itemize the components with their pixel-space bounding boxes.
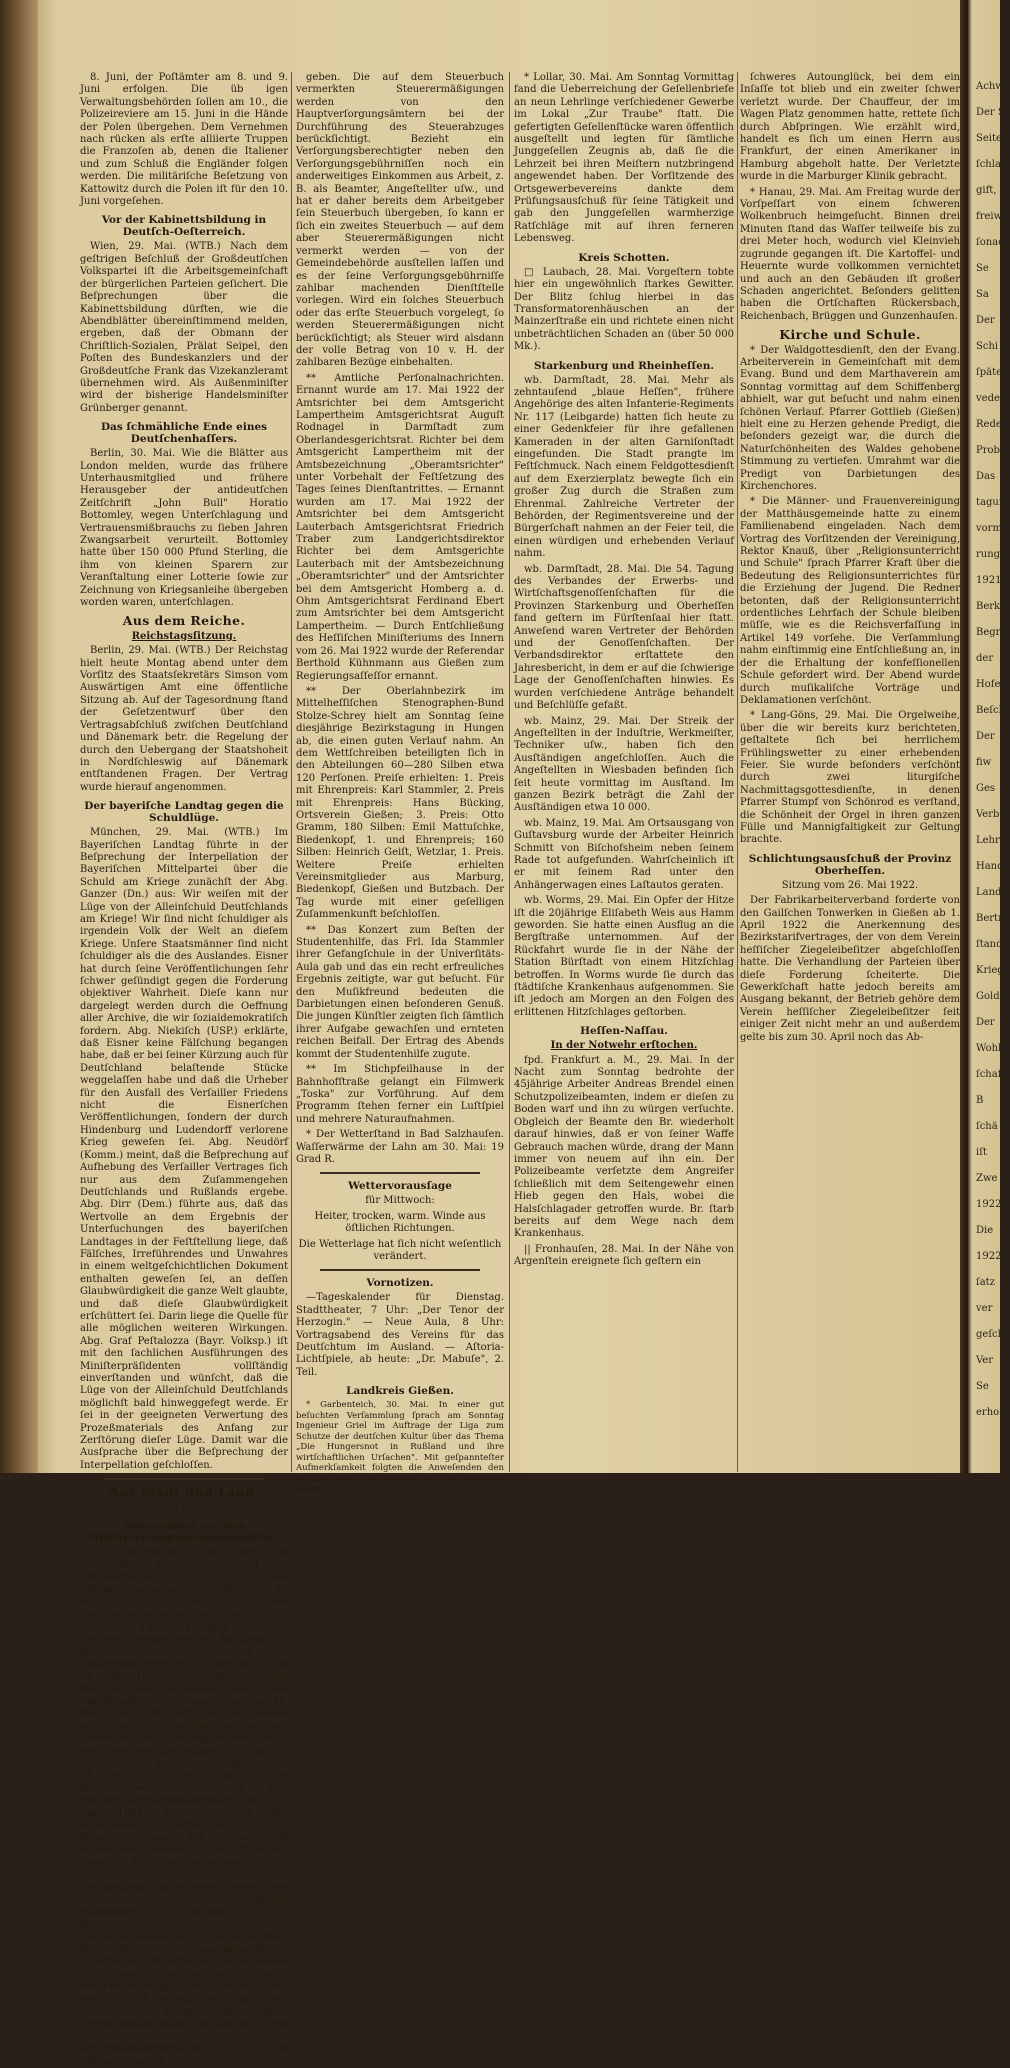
next-page-fragment: Ver xyxy=(976,1355,994,1366)
next-page-fragment: B xyxy=(976,1095,984,1106)
next-page-fragment: iſt xyxy=(976,1147,987,1158)
article-wasserstand-text: * Der Wetterſtand in Bad Salzhauſen. Waſſerwärme der Lahn am 30. Mai: 19 Grad R. xyxy=(296,1129,504,1165)
column-1 xyxy=(80,72,288,2067)
column-2 xyxy=(296,72,504,1495)
article-garbenteich-text: * Garbenteich, 30. Mai. In einer gut beſuchten Verſammlung ſprach am Sonntag Ingenieur Griel im Auftrage der Liga zum Schutze der deutſchen Kultur über das Thema „Die Hungersnot in Rußland und ihre wirtſchaftlichen Urſachen". Mit geſpannteſter Aufmerkſamkeit folgten die Anweſenden den Ausführungen des Redners, die ſehr lehrreich waren. xyxy=(296,1400,504,1495)
article-reichstag-text: Berlin, 29. Mai. (WTB.) Der Reichstag hielt heute Montag abend unter dem Vorſitz des Staatsſekretärs Simson vom Auswärtigen Amt eine öffentliche Sitzung ab. Auf der Tagesordnung ſtand der Geſetzentwurf über den Vertragsabſchluß zwiſchen Deutſchland und Dänemark betr. die Regelung der durch den Uebergang der Staatshoheit in Nordſchleswig auf Dänemark entſtandenen Fragen. Der Vertrag wurde hierauf angenommen. xyxy=(80,645,288,793)
column-rule xyxy=(737,72,738,1472)
next-page-fragment: Landw xyxy=(976,887,1010,898)
next-page-fragment: Seite xyxy=(976,133,1002,144)
next-page-fragment: geſch xyxy=(976,1329,1005,1340)
dateline-giessen: Gießen, den 30. Mai 1922. xyxy=(116,1501,252,1513)
next-page-fragment: Sa xyxy=(976,289,989,300)
headline-steuerabzug: Steuerabzug von den Militärverſorgungsgebührniſſen. xyxy=(87,1520,281,1545)
book-binding-left xyxy=(0,0,38,1473)
article-fronhausen-text: || Fronhauſen, 28. Mai. In der Nähe von Argenſtein ereignete ſich geſtern ein xyxy=(514,1243,734,1268)
article-lang-goens-text: * Lang-Göns, 29. Mai. Die Orgelweihe, über die wir bereits kurz berichteten, geſtaltete ſich bei herrlichem Frühlingswetter zu einer erhebenden Feier. Sie wurde beſonders verſchönt durch zwei liturgiſche Nachmittagsgottesdienſte, in denen Pfarrer Stumpf von Schönrod es verſtand, die Schönheit der Orgel in ihren ganzen Fülle und Mannigfaltigkeit zur Geltung brachte. xyxy=(740,710,960,846)
next-page-fragment: 1922 xyxy=(976,1199,1002,1210)
headline-wettervoraussage: Wettervorausſage xyxy=(348,1180,452,1193)
section-divider xyxy=(320,1172,480,1174)
next-page-fragment: Der xyxy=(976,731,995,742)
headline-hessen-nassau: Heſſen-Naſſau. xyxy=(580,1025,668,1038)
next-page-fragment: Verb xyxy=(976,809,1000,820)
wetter-lage-text: Die Wetterlage hat ſich nicht weſentlich verändert. xyxy=(298,1238,502,1262)
next-page-fragment: ſchaft xyxy=(976,1069,1006,1080)
article-darmstadt-regiment-text: wb. Darmſtadt, 28. Mai. Mehr als zehntauſend „blaue Heſſen", frühere Angehörige des alten Infanterie-Regiments Nr. 117 (Leibgarde) hatten ſich heute zu einer Gedenkfeier für ihre gefallenen Kameraden in der alten Garniſonſtadt eingefunden. Die Stadt prangte im Feſtſchmuck. Nach einem Feldgottesdienſt auf dem Exerzierplatz bewegte ſich ein großer Zug durch die Straßen zum Ehrenmal. Zahlreiche Vertreter der Behörden, der Regimentsvereine und der Bürgerſchaft nahmen an der Feier teil, die einen würdigen und erhebenden Verlauf nahm. xyxy=(514,374,734,560)
article-landtag-text: München, 29. Mai. (WTB.) Im Bayeriſchen Landtag führte in der Beſprechung der Interpellation der Bayeriſchen Mittelpartei über die Schuld am Kriege zunächſt der Abg. Ganzer (Dn.) aus: Wir weiſen mit der Lüge von der Alleinſchuld Deutſchlands am Kriege! Wir ſind nicht ſchuldiger als irgendein Volk der Welt an dieſem Kriege. Unſere Staatsmänner ſind nicht ſchuldiger als die des Auslandes. Eisner hat durch ſeine Veröffentlichungen ſehr ſchwer geſündigt gegen die Forderung objektiver Wahrheit. Dieſe kann nur dargelegt werden durch die Oeffnung aller Archive, die wir ſozialdemokratiſch fordern. Abg. Niekiſch (USP.) erklärte, daß Eisner keine Fälſchung begangen habe, daß er bei ſeiner Kürzung auch für Deutſchland belaſtende Stücke weggelaſſen habe und daß die Urheber für den Ausfall des Verſailler Friedens nicht die Eisnerſchen Veröffentlichungen, ſondern der durch Hindenburg und Ludendorff verlorene Krieg geweſen ſei. Abg. Neudörf (Komm.) meint, daß die Beſprechung auf Aufhebung des Verſailler Vertrages ſich nur aus dem Zuſammengehen Deutſchlands und Rußlands ergebe. Abg. Dirr (Dem.) führte aus, daß das Wertvolle an dem Ergebnis der Unterſuchungen des bayeriſchen Landtages in der Feſtſtellung liege, daß Fälſches, Irreführendes und Unwahres in einem weltgeſchichtlichen Dokument enthalten geweſen ſei, an deſſen Glaubwürdigkeit die ganze Welt glaubte, und daß dieſe Glaubwürdigkeit erſchüttert ſei. Darin liege die Quelle für alle möglichen weiteren Wirkungen. Abg. Graf Peſtalozza (Bayr. Volksp.) iſt mit den ſachlichen Ausführungen des Miniſterpräſidenten vollſtändig einverſtanden und wünſcht, daß die Lüge von der Alleinſchuld Deutſchlands möglichſt bald hinweggefegt werde. Er ſei in der geeigneten Verwertung des Prozeßmaterials des Anfang zur Zerſtörung dieſer Lüge. Damit war die Ausſprache über die Beſprechung der Interpellation geſchloſſen. xyxy=(80,827,288,1471)
article-autounglueck-text: ſchweres Autounglück, bei dem ein Inſaſſe tot blieb und ein zweiter ſchwer verletzt wurde. Der Chauffeur, der im Wagen Platz genommen hatte, rettete ſich durch Abſpringen. Wie erzählt wird, handelt es ſich um einen Herrn aus Frankfurt, der einen Amerikaner in Hamburg abgeholt hatte. Der Verletzte wurde in die Marburger Klinik gebracht. xyxy=(740,72,960,183)
headline-deutschenhasser: Das ſchmähliche Ende eines Deutſchenhaſſers. xyxy=(100,421,268,446)
next-page-fragment: freiwi xyxy=(976,211,1006,222)
next-page-fragment: Schi xyxy=(976,341,999,352)
next-page-fragment: Gold xyxy=(976,991,1000,1002)
section-heading-stadt-land: Aus Stadt und Land. xyxy=(109,1484,259,1500)
subheading-reichstagssitzung: Reichstagsſitzung. xyxy=(131,630,237,642)
next-page-fragment: erho xyxy=(976,1407,1000,1418)
article-kattowitz-text: 8. Juni, der Poſtämter am 8. und 9. Juni erfolgen. Die üb igen Verwaltungsbehörden ſollen am 10., die Polizeireviere am 15. Juni in die Hände der Polen übergehen. Dem Vernehmen nach rücken als erſte alliierte Truppen die Franzoſen ab, denen die Italiener und zum Schluß die Engländer folgen werden. Die militäriſche Beſetzung von Kattowitz durch die Polen iſt für den 10. Juni vorgeſehen. xyxy=(80,72,288,208)
wetter-subheading: für Mittwoch: xyxy=(365,1195,435,1207)
next-page-fragment: ſchlag xyxy=(976,159,1008,170)
next-page-edge xyxy=(960,0,1010,1473)
article-stenographen-text: ** Der Oberlahnbezirk im Mittelheſſiſchen Stenographen-Bund Stolze-Schrey hielt am Sonntag ſeine diesjährige Bezirkstagung in Hungen ab, die einen guten Verlauf nahm. An dem Wettſchreiben beteiligten ſich in den Abteilungen 60—280 Silben etwa 120 Perſonen. Preiſe erhielten: 1. Preis mit Ehrenpreis: Karl Stammler, 2. Preis mit Ehrenpreis: Hans Bücking, Ortsverein Gießen; 3. Preis: Otto Gramm, 180 Silben: Emil Mattuſchke, Biedenkopf, 1. und Ehrenpreis; 160 Silben: Heinrich Geiſt, Wetzlar, 1. Preis. Weitere Preiſe erhielten Vereinsmitglieder aus Marburg, Biedenkopf, Gießen und Butzbach. Der Tag wurde mit einer geſelligen Zuſammenkunft beſchloſſen. xyxy=(296,685,504,921)
article-hanau-text: * Hanau, 29. Mai. Am Freitag wurde der Vorſpeſſart von einem ſchweren Wolkenbruch heimgeſucht. Binnen drei Minuten ſtand das Waſſer teilweiſe bis zu drei Meter hoch, wodurch viel Kleinvieh zugrunde gegangen iſt. Die Kartoffel- und Heuernte wurde vollkommen vernichtet und auch an den Gebäuden iſt großer Schaden angerichtet. Beſonders gelitten haben die Ortſchaften Rückersbach, Reichenbach, Brüggen und Gunzenhauſen. xyxy=(740,186,960,322)
next-page-fragment: ſonach xyxy=(976,237,1010,248)
next-page-fragment: tagun xyxy=(976,497,1006,508)
newspaper-page xyxy=(38,0,960,2067)
column-4 xyxy=(740,72,960,1472)
article-tageskalender-text: —Tageskalender für Dienstag. Stadttheater, 7 Uhr: „Der Tenor der Herzogin." — Neue Aula, 8 Uhr: Vortragsabend des Vereins für das Deutſchtum im Ausland. — Aſtoria-Lichtſpiele, ab heute: „Dr. Mabuſe", 2. Teil. xyxy=(296,1292,504,1378)
headline-kreis-schotten: Kreis Schotten. xyxy=(578,251,670,264)
next-page-fragment: 1921 xyxy=(976,575,1002,586)
next-page-fragment: Die xyxy=(976,1225,994,1236)
article-mainz-unfall-text: wb. Mainz, 19. Mai. Am Ortsausgang von Guſtavsburg wurde der Arbeiter Heinrich Schmitt von Biſchofsheim neben ſeinem Rade tot aufgefunden. Wahrſcheinlich iſt er mit ſeinem Rad unter den Anhängerwagen eines Laſtautos geraten. xyxy=(514,817,734,891)
article-schlichtung-text: Der Fabrikarbeiterverband forderte von den Gailſchen Tonwerken in Gießen ab 1. April 1922 die Anerkennung des Bezirkstarifvertrages, der von dem Verein heſſiſcher Ziegeleibeſitzer abgeſchloſſen hatte. Die Verhandlung der Parteien über dieſe Forderung ſcheiterte. Die Gewerkſchaft hatte jedoch bereits am Ausgang bekannt, der Betrieb gehöre dem Verein heſſiſcher Ziegeleibeſitzer ſeit einiger Zeit nicht mehr an und außerdem gelte bis zum 30. April noch das Ab- xyxy=(740,895,960,1043)
next-page-fragment: Der S xyxy=(976,107,1005,118)
article-darmstadt-verband-text: wb. Darmſtadt, 28. Mai. Die 54. Tagung des Verbandes der Erwerbs- und Wirtſchaftsgenoſſenſchaften für die Provinzen Starkenburg und Oberheſſen fand geſtern im Fürſtenſaal hier ſtatt. Anweſend waren Vertreter der Behörden und der Genoſſenſchaften. Der Verbandsdirektor erſtattete den Jahresbericht, in dem er auf die ſchwierige Lage der Genoſſenſchaften hinwies. Es wurden verſchiedene Anträge behandelt und Beſchlüſſe gefaßt. xyxy=(514,563,734,712)
column-3 xyxy=(514,72,734,1472)
next-page-fragment: veden xyxy=(976,393,1007,404)
headline-landkreis-giessen: Landkreis Gießen. xyxy=(346,1385,454,1398)
next-page-fragment: Ges xyxy=(976,783,996,794)
next-page-fragment: Wohl xyxy=(976,1043,1002,1054)
next-page-fragment: Begre xyxy=(976,627,1007,638)
next-page-fragment: Bertr xyxy=(976,913,1003,924)
article-mainz-streik-text: wb. Mainz, 29. Mai. Der Streik der Angeſtellten in der Induſtrie, Werkmeiſter, Techniker uſw., haben ſich den Ausſtändigen angeſchloſſen. Auch die Angeſtellten in Wiesbaden befinden ſich ſeit heute vormittag im Ausſtand. Im ganzen Bezirk beträgt die Zahl der Ausſtändigen etwa 10 000. xyxy=(514,715,734,814)
article-steuerbuch-text: geben. Die auf dem Steuerbuch vermerkten Steuerermäßigungen werden von den Hauptverſorgungsämtern bei der Durchführung des Steuerabzuges berückſichtigt. Bezieht ein Verſorgungsberechtigter neben den Verſorgungsgebührniſſen noch ein anderweitiges Einkommen aus Arbeit, z. B. als Beamter, Angeſtellter uſw., und hat er daher bereits dem Arbeitgeber ſein Steuerbuch übergeben, ſo kann er ſich ein zweites Steuerbuch — auf dem aber Steuerermäßigungen nicht vermerkt werden — von der Gemeindebehörde ausſtellen laſſen und es der ſeine Verſorgungsgebührniſſe zahlbar machenden Dienſtſtelle vorlegen. Wird ein ſolches Steuerbuch oder das erſte Steuerbuch vorgelegt, ſo werden Steuerermäßigungen nicht berückſichtigt; als Steuer wird alsdann der volle Betrag von 10 v. H. der zahlbaren Bezüge einbehalten. xyxy=(296,72,504,369)
article-konzert-text: ** Das Konzert zum Beſten der Studentenhilfe, das Frl. Ida Stammler ihrer Gefangſchule in der Univerſitäts-Aula gab und das ein recht erfreuliches Ergebnis zeitigte, war gut beſucht. Für den Muſikfreund bedeuten die Darbietungen einen beſonderen Genuß. Die jungen Künſtler zeigten ſich ſämtlich ihrer Aufgabe gewachſen und ernteten reichen Beifall. Der Ertrag des Abends kommt der Studentenhilfe zugute. xyxy=(296,924,504,1060)
next-page-fragment: ver xyxy=(976,1303,993,1314)
next-page-fragment: Hofer xyxy=(976,679,1006,690)
section-divider xyxy=(320,1269,480,1271)
next-page-fragment: Hand xyxy=(976,861,1004,872)
headline-vornotizen: Vornotizen. xyxy=(366,1277,434,1290)
headline-schlichtungsausschuss: Schlichtungsausſchuß der Provinz Oberheſſen. xyxy=(748,852,952,877)
subheading-notwehr: In der Notwehr erſtochen. xyxy=(550,1040,698,1052)
next-page-fragment: rung xyxy=(976,549,1001,560)
headline-kabinettsbildung: Vor der Kabinettsbildung in Deutſch-Oeſterreich. xyxy=(101,214,267,239)
next-page-fragment: der xyxy=(976,653,994,664)
section-divider xyxy=(104,1478,264,1480)
next-page-fragment: Se xyxy=(976,1381,989,1392)
next-page-fragment: ſpäter xyxy=(976,367,1007,378)
headline-starkenburg: Starkenburg und Rheinheſſen. xyxy=(533,359,715,372)
article-frankfurt-text: fpd. Frankfurt a. M., 29. Mai. In der Nacht zum Sonntag bedrohte der 45jährige Arbeiter Andreas Brendel einen Schutzpolizeibeamten, indem er dieſen zu Boden warf und ihn zu würgen verſuchte. Obgleich der Beamte den Br. wiederholt darauf hinwies, daß er von ſeiner Waffe Gebrauch machen würde, drang der Mann immer von neuem auf ihn ein. Der Polizeibeamte verſetzte dem Angreifer ſchließlich mit dem Seitengewehr einen Hieb gegen den Hals, wobei die Halsſchlagader getroffen wurde. Br. ſtarb bereits auf dem Wege nach dem Krankenhaus. xyxy=(514,1054,734,1240)
section-heading-reiche: Aus dem Reiche. xyxy=(122,613,246,629)
next-page-fragment: Prob xyxy=(976,445,1000,456)
article-lollar-text: * Lollar, 30. Mai. Am Sonntag Vormittag fand die Ueberreichung der Geſellenbriefe an neun Lehrlinge verſchiedener Gewerbe im Lokal „Zur Traube" ſtatt. Die gefertigten Geſellenſtücke waren öffentlich ausgeſtellt und legten für ſämtliche Junggeſellen Zeugnis ab, daß ſie die Lehrzeit bei ihren Meiſtern nutzbringend angewendet haben. Der Vorſitzende des Ortsgewerbevereins dankte dem Prüfungsausſchuß für ſeine Tätigkeit und gab den Junggeſellen warmherzige Ratſchläge mit auf ihren ferneren Lebensweg. xyxy=(514,72,734,245)
next-page-fragment: gift, xyxy=(976,185,997,196)
next-page-fragment: ſatz xyxy=(976,1277,995,1288)
section-heading-kirche-schule: Kirche und Schule. xyxy=(779,327,921,343)
article-personalnachrichten-text: ** Amtliche Perſonalnachrichten. Ernannt wurde am 17. Mai 1922 der Amtsrichter bei dem Amtsgericht Lampertheim Amtsgerichtsrat Auguſt Rodnagel in Darmſtadt zum Oberlandesgerichtsrat. Richter bei dem Amtsgericht Lampertheim mit der Amtsbezeichnung „Oberamtsrichter" unter Vorbehalt der Feſtſetzung des Tages ſeines Dienſtantrittes. — Ernannt wurden am 17. Mai 1922 der Amtsrichter bei dem Amtsgericht Lauterbach Amtsgerichtsrat Friedrich Traber zum Landgerichtsdirektor Richter bei dem Amtsgerichte Lauterbach mit der Amtsbezeichnung „Oberamtsrichter" und der Amtsrichter bei dem Amtsgericht Homberg a. d. Ohm Amtsgerichtsrat Ferdinand Ebert zum Amtsrichter bei dem Amtsgericht Lampertheim. — Durch Entſchließung des Heſſiſchen Miniſteriums des Innern vom 26. Mai 1922 wurde der Referendar Berthold Kühnmann aus Gießen zum Regierungsaſſeſſor ernannt. xyxy=(296,372,504,682)
next-page-fragment: Beſch xyxy=(976,705,1006,716)
next-page-fragment: vorm xyxy=(976,523,1002,534)
next-page-fragment: ſchä xyxy=(976,1121,998,1132)
dateline-sitzung: Sitzung vom 26. Mai 1922. xyxy=(781,879,919,891)
article-matthaeus-text: * Die Männer- und Frauenvereinigung der Matthäusgemeinde hatte zu einem Familienabend eingeladen. Nach dem Vortrag des Vorſitzenden der Vereinigung, Rektor Knauß, über „Religionsunterricht und Schule" ſprach Pfarrer Kraft über die Bedeutung des Religionsunterrichtes für die Erziehung der Jugend. Die Redner betonten, daß der Religionsunterricht ordentliches Lehrfach der Schule bleiben müſſe, wie es die Reichsverfaſſung in Artikel 149 vorſehe. Die Verſammlung nahm einſtimmig eine Entſchließung an, in der die Erhaltung der konfeſſionellen Schule gefordert wird. Der Abend wurde durch muſikaliſche Vorträge und Deklamationen verſchönt. xyxy=(740,496,960,706)
next-page-fragment: Lehrer xyxy=(976,835,1010,846)
next-page-fragment: fiw xyxy=(976,757,992,768)
article-waldgottesdienst-text: * Der Waldgottesdienſt, den der Evang. Arbeiterverein in Gemeinſchaft mit dem Evang. Bund und dem Marthaverein am Sonntag vormittag auf dem Schiffenberg abhielt, war gut beſucht und nahm einen ſchönen Verlauf. Pfarrer Gottlieb (Gießen) hielt eine zu Herzen gehende Predigt, die beſonders gezeigt war, die durch die Naturſchönheiten des Waldes gehobene Stimmung zu vertiefen. Umrahmt war die Predigt von Darbietungen des Kirchenchores. xyxy=(740,344,960,492)
next-page-fragment: ſtande xyxy=(976,939,1009,950)
article-steuerabzug-text: Von zuſtändiger Seite wird uns geſchrieben: Die Durchführung des Steuerabzuges von den Militärverſorgungsgebührniſſen iſt durch Erlaß des Reichsarbeitsminiſteriums vom 10. Februar 1922 geregelt worden. Hiernach werden von der Abzugspflicht gemäß dem Geſetz über die Einkommenſteuer vom Arbeitslohn vom 11. Juli 1921 nicht betroffen: Die Dienſtbeſchädigungsrenten nach dem Mannſchaftsverſorgungsgeſetze vom 31. Mai 1906 und nach den vor dieſem erlaſſenen Militärverſorgungsgeſetzen, ferner die Verſorgungsgebührniſſe nach dem Reichsverſorgungsgeſetz vom 12. Mai 1920 und dem Altrentnergeſetz vom 18. Juli 1921, und ſchließlich die Hinterbliebenenbezüge nach dem Militärhinterbliebenengeſetze vom 17. Mai 1907, abgeſehen von der allgemeinen Verſorgung (nicht Kriegsverſorgung) der Witwen und Waiſen von früheren aktiven Offizieren. Soweit Militärverſorgungsgebührniſſe (Offizierpenſionen uſw.) dem Steuerabzug unterliegen, wird der Abzug von der die Bezüge zahlbar machenden Dienſtſtelle — Hauptverſorgungsamt (Regelungsabteilung) — vorgenommen. Die den Verſorgungsberechtigten zugeſtellten Steuerbücher, die im Januar 1922 eingefügt wurden und aus denen die Ermäßigungen des Steuerabzuges, der 10 v. H. beträgt, erſichtlich ſind, haben die Hauptverſorgungsämter (Regelungsabteilung) anzunehmen und aufzubewahren, ſofern die Verſorgungsberechtigten die Steuerbücher ab- xyxy=(80,1547,288,2067)
next-page-fragment: Se xyxy=(976,263,989,274)
article-kabinettsbildung-text: Wien, 29. Mai. (WTB.) Nach dem geſtrigen Beſchluß der Großdeutſchen Volkspartei iſt die Arbeitsgemeinſchaft der bürgerlichen Parteien geſichert. Die Beſprechungen über die Kabinettsbildung dürften, wie die Abendblätter übereinſtimmend melden, ergeben, daß der Obmann der Chriſtlich-Sozialen, Prälat Seipel, den Poſten des Bundeskanzlers und der Großdeutſche Frank das Vizekanzleramt übernehmen wird. Als Außenminiſter wird der bisherige Handelsminiſter Grünberger genannt. xyxy=(80,241,288,414)
next-page-fragment: Das xyxy=(976,471,996,482)
article-laubach-text: □ Laubach, 28. Mai. Vorgeſtern tobte hier ein ungewöhnlich ſtarkes Gewitter. Der Blitz ſchlug hierbei in das Transformatorenhäuschen an der Mainzerſtraße ein und richtete einen nicht unbeträchtlichen Schaden an (über 50 000 Mk.). xyxy=(514,266,734,353)
next-page-fragment: Krieg xyxy=(976,965,1004,976)
next-page-fragment: Achw xyxy=(976,81,1004,92)
next-page-fragment: Der xyxy=(976,1017,995,1028)
article-deutschenhasser-text: Berlin, 30. Mai. Wie die Blätter aus London melden, wurde das frühere Unterhausmitglied und frühere Herausgeber der antideutſchen Zeitſchrift „John Bull" Horatio Bottomley, wegen Unterſchlagung und Vertrauensmißbrauchs zu ſieben Jahren Zwangsarbeit verurteilt. Bottomley hatte über 150 000 Pfund Sterling, die ihm von kleinen Sparern zur Veranſtaltung einer Lotterie ſowie zur Zeichnung von Kriegsanleihe übergeben worden waren, unterſchlagen. xyxy=(80,448,288,609)
wetter-forecast-text: Heiter, trocken, warm. Winde aus öſtlichen Richtungen. xyxy=(314,1210,486,1235)
column-rule xyxy=(291,72,292,1472)
next-page-fragment: Zwe xyxy=(976,1173,998,1184)
headline-landtag-schuldluege: Der bayeriſche Landtag gegen die Schuldlüge. xyxy=(84,800,284,825)
column-rule xyxy=(509,72,510,1472)
next-page-fragment: Der xyxy=(976,315,995,326)
next-page-fragment: 1922 xyxy=(976,1251,1002,1262)
next-page-fragment: Berkt xyxy=(976,601,1005,612)
next-page-fragment: Rede xyxy=(976,419,1002,430)
article-worms-text: wb. Worms, 29. Mai. Ein Opfer der Hitze iſt die 20jährige Eliſabeth Weis aus Hamm geworden. Sie hatte einen Ausflug an die Bergſtraße unternommen. Auf der Rückfahrt wurde ſie in der Nähe der Station Bürſtadt von einem Hitzſchlag betroffen. In Worms wurde ſie durch das ſtädtiſche Krankenhaus aufgenommen. Sie iſt jedoch am Morgen an den Folgen des erlittenen Hitzſchlages geſtorben. xyxy=(514,895,734,1018)
article-film-text: ** Im Stichpfeilhause in der Bahnhofſtraße gelangt ein Filmwerk „Toska" zur Vorführung. Auf dem Programm ſtehen ferner ein Luſtſpiel und mehrere Naturaufnahmen. xyxy=(296,1064,504,1125)
